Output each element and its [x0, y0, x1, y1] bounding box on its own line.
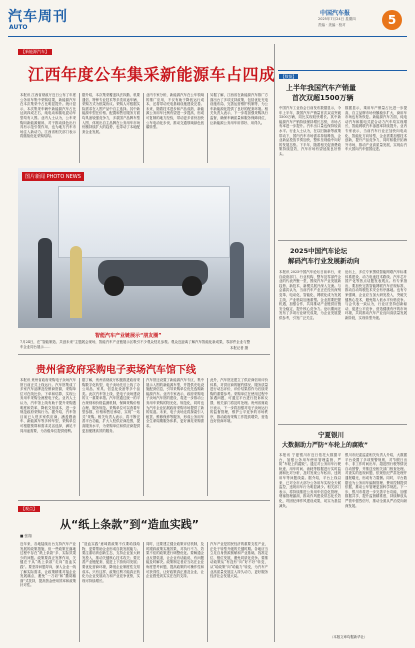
ningxia-title-line-1: 宁夏银川	[318, 431, 344, 439]
visitor-figure-3	[230, 242, 244, 318]
opinion-body-col-3: 同时，还要建立健全政策评估机制，及时跟踪政策实施效果，对执行不力、效果不佳的政策进行调整优化。要畅通企业反馈渠道，让企业有话能说、有问题能及时解决。政策制定者应当站在企业角度思考问题，提高政策的可操作性和可获得性，让好政策真正惠及企业，让企业感受到实实在在的支持。	[146, 542, 204, 579]
opinion-body-col-4: 汽车产业是国民经济的重要支柱产业，正处于转型升级的关键时期。各地应当立足自身资源禀赋和产业基础，找准定位、错位发展，避免同质化竞争。要推动政策从“有没有”向“好不好”转变，从“给政策”向“给能力”转变，为汽车产业高质量发展注入持久动力，更好服务经济社会发展大局。	[210, 542, 268, 579]
opinion-tag: 【观点】	[18, 506, 40, 512]
page-number-badge	[382, 10, 402, 30]
main-story-body-col-3: 业内专家分析，新能源汽车在公车领域的推广应用，不仅有助于降低运行成本，还将带动充电基础设施建设完善。未来，随着技术进步和产品成熟，新能源公务用车比例有望进一步提高，形成可复制的地方经验，带动更多省份加快公车电动化步伐，推动交通领域绿色低碳转型。	[146, 93, 204, 130]
sidebar-tag: 【数据】	[281, 74, 297, 79]
opinion-body-col-2: “造血实践”意味着政策不仅要给钱给物，更要帮助企业形成自我发展能力。要注重培育创新生态，支持企业加大研发投入，推动关键核心技术攻关；要完善产业链配套，促进上下游协同发展；要优化营商环境，降低企业制度性交易成本。只有这样，政策红利才能真正转化为企业发展动力和产业竞争优势，实现可持续增长。	[82, 542, 140, 583]
ningxia-top-rule	[278, 424, 407, 425]
forum-title-line-2: 解码汽车行业发展新动向	[288, 257, 360, 265]
forum-col-1: 本报讯 2025中国汽车论坛日前举行，来自政府部门、行业机构、整车及零部件企业的代表齐聚一堂，围绕汽车产业发展新趋势、新技术、新模式展开深入交流。与会嘉宾认为，当前汽车产业正在经历深刻变革，电动化、智能化、网联化成为发展主线，产业格局加速重塑。企业需要把握机遇，加强合作，共同推动产业链供应链安全稳定，提升核心竞争力。论坛期间还发布了多项行业研究成果，为企业发展提供参考，引发广泛关注。	[279, 270, 341, 320]
sidebar-top-rule	[278, 70, 407, 71]
ningxia-col-1: 本报讯 宁夏银川市近日依托大数据平台，加强公务用车使用管理监督，严防“车轮上的腐败”。通过对公务用车行驶轨迹、用车时间、油耗等数据进行实时监测和比对分析，及时发现公车私用、违规用车等问题线索。据介绍，平台上线以来，已对全市大部分公务用车实现全天候监控，违规用车行为明显减少。相关部门表示，将持续推进公务用车信息化管理，堵塞管理漏洞，推动作风建设常态化长效化，巩固纪律作风建设成果，切实为基层减负。	[279, 453, 341, 508]
opinion-col-divider-2	[143, 542, 144, 642]
forum-top-rule	[278, 240, 407, 241]
main-story-body-col-2: 据介绍，本次集采覆盖执法执勤、机要通信、特种专业技术等多类用途车辆，采购方式为框架协议。采购人可根据实际需求在入围产品中自主选择。其中新能源车型在价格、配置和售后服务方面均具备较强竞争力，多款国产品牌车型入围，体现出自主品牌在公务用车市场份额持续扩大的趋势，也带动了本地配套企业发展。	[82, 93, 140, 134]
sidebar-sales-col-2: 数据显示，乘用车产销量占比进一步提高，自主品牌市场份额稳步扩大，商用车市场也有所恢复。新能源汽车方面，纯电动汽车和插电式混合动力汽车均实现增长，智能网联汽车渗透率持续提升。业内专家表示，当前汽车行业正加快向电动化、智能化方向转型，企业需要加强技术创新，提升产品竞争力，同时积极开拓海外市场，推动产业高质量发展，实现由汽车大国向汽车强国迈进。	[345, 106, 407, 152]
guizhou-col-divider-2	[143, 378, 144, 496]
opinion-top-rule	[18, 500, 270, 501]
main-col-divider-2	[143, 93, 144, 163]
main-story-title: 江西年度公车集采新能源车占四成	[28, 65, 276, 84]
photo-news-watermark: 图片新闻 PHOTO NEWS	[22, 172, 84, 181]
photo-caption-title: 智能汽车产业链展示“朋友圈”	[95, 333, 162, 339]
main-col-divider-3	[207, 93, 208, 163]
sidebar-title-line-2: 首次双超1500万辆	[292, 94, 354, 102]
guizhou-top-rule	[18, 354, 270, 355]
main-story-body-col-1: 本报讯 江西省财政厅近日公布了年度公务用车集中采购结果，新能源汽车在本次集采中占比明显提升。统计显示，本次集采车辆中新能源汽车占比达到四成左右，纯电动和插电混动车型均有入围。业内人士认为，公车采购向新能源倾斜，对于推动绿色出行具有示范引领作用，也为地方汽车市场注入新动力。江西省相关部门表示将继续优化采购结构。	[20, 93, 76, 139]
guizhou-story-title: 贵州省政府采购电子卖场汽车馆下线	[36, 365, 196, 376]
section-subtitle: AUTO	[9, 24, 28, 31]
section-title: 汽车周刊	[8, 9, 68, 25]
ningxia-col-2: 银川市纪委监委相关负责人介绍，大数据平台设置了多项预警规则，对节假日出车、非工作时间出车、超范围行驶等情况自动预警，并推送至相关部门核查处理。对查实的违规问题，依规依纪严肃处理并通报曝光，形成有力震慑。同时，平台数据也为公务用车编制管理、费用控制提供依据，推动公车管理更加科学规范。下一步，银川市将进一步完善平台功能，加强数据共享，提升监督精准度，持续释放从严管车强烈信号，推动全面从严治党向纵深发展。	[345, 453, 407, 508]
photo-credit: 本报记者 摄	[230, 346, 249, 350]
opinion-col-divider-1	[79, 542, 80, 642]
main-col-divider-1	[79, 93, 80, 163]
opinion-col-divider-3	[207, 542, 208, 642]
guizhou-body-col-4: 此外，汽车馆还建立了供应商信用评价体系，对供应商的履约情况、服务质量进行动态评价，评价结果将作为后续采购的重要参考。采购单位在使用过程中如遇问题，可通过平台进行投诉和反馈，相关部门将及时处理。贵州省财政厅表示，下一步将加强对电子卖场运行的监督管理，维护公平竞争的市场秩序，推动政府采购工作提质增效，营造良好营商环境。	[210, 378, 268, 424]
opinion-body-col-1: 近年来，各地陆续出台支持汽车产业发展的政策措施，但一些政策在落地过程中存在“纸上条款”多、实际效果少的问题。政策要真正发挥作用，关键在于从“纸上条款”走向“造血实践”。要坚持问题导向，深入企业一线了解实际需求，让政策精准对接企业发展痛点，避免“一刀切”和“撒胡椒面”式扶持，提高资金使用效率和政策针对性。	[20, 542, 76, 588]
forum-col-2: 论坛上，多位专家围绕智能网联汽车标准体系建设、动力电池技术路线、汽车芯片国产化等热点话题发表观点。有专家指出，要加快完善智能网联汽车法规标准，推动自动驾驶技术安全有序落地。也有专家强调，企业应当加大研发投入，突破关键核心技术，避免陷入低水平价格竞争。与会代表一致认为，行业应坚持创新驱动，促进公平竞争，营造健康有序的市场环境，共同推动汽车产业迈向高质量发展新阶段，实现转型升级。	[345, 270, 407, 320]
editor-line: 责编 · 美编 · 校对	[318, 23, 346, 27]
sidebar-footer-note: （本版文章均据新华社）	[330, 635, 368, 639]
sidebar-title-line-1: 上半年我国汽车产销量	[286, 84, 356, 92]
news-photo	[18, 168, 270, 328]
opinion-title: 从“纸上条款”到“造血实践”	[60, 518, 199, 531]
masthead	[0, 0, 415, 40]
visitor-figure-2	[70, 246, 82, 318]
wheel-left	[104, 276, 124, 296]
opinion-byline: ■ 张翔	[20, 534, 32, 538]
masthead-rule	[8, 36, 407, 37]
date-line: 2025年7月24日 星期四	[318, 17, 356, 21]
guizhou-body-col-1: 本报讯 贵州省政府采购电子卖场汽车馆日前正式上线运行。汽车馆集成了多家汽车品牌及经销商资源，采购单位可在线比价、下单和结算，实现公务用车采购全流程电子化。业内人士认为，汽车馆上线有助于提升采购透明度和效率，降低交易成本，进一步规范政府采购行为。据介绍，汽车馆目前已入驻多家供应商，涵盖燃油车、新能源车等多种车型，采购单位可根据预算和需求灵活选择，满足不同用途需要，为各级单位提供便利。	[20, 378, 76, 433]
guizhou-col-divider-1	[79, 378, 80, 496]
guizhou-col-divider-3	[207, 378, 208, 496]
ningxia-title-line-2: 大数据助力严防“车轮上的腐败”	[282, 442, 368, 449]
wheel-right	[182, 276, 202, 296]
sidebar-divider	[274, 44, 275, 642]
display-panel	[58, 186, 230, 258]
paper-name: 中国汽车报	[320, 10, 351, 17]
forum-title-line-1: 2025中国汽车论坛	[290, 247, 348, 255]
visitor-figure-1	[38, 238, 52, 318]
main-story-tag: 【新能源汽车】	[18, 49, 52, 55]
page-number: 5	[387, 13, 397, 27]
guizhou-body-col-3: 汽车馆还设置了新能源汽车专区，集中展示入围的新能源车型，并提供充电设施配套信息，引导采购单位优先选购新能源汽车。业内专家表示，政府采购电子卖场汽车馆的建设，将进一步推动公务用车采购的阳光化、规范化，同时也为汽车企业拓展政府采购市场提供了新的渠道。未来，电子卖场还将探索引入租赁、维修保养等服务，形成公务用车全生命周期服务体系，更好满足采购需求。	[146, 378, 204, 428]
main-story-body-col-4: 另据了解，江西省在新能源汽车推广方面出台了多项支持政策，包括优化充电设施布局、完善运营维护机制等，为公车新能源化提供了良好的配套环境。相关负责人表示，下一步将加强采购执行监督，确保车辆质量和服务保障到位，让新能源公务用车用得好、用得久。	[210, 93, 268, 125]
sidebar-sales-col-1: 中国汽车工业协会日前发布数据显示，今年上半年，我国汽车产销量首次双双突破1500万辆，同比实现较快增长。其中新能源汽车产销持续保持增长态势，市场占有率进一步提升。汽车出口量也保持较高水平。行业人士认为，在以旧换新等政策带动下，国内汽车市场需求持续释放，企业新品投放节奏加快，整体呈现稳中向好的发展态势。下半年，随着相关促消费政策持续显效，汽车市场有望延续良好势头。	[279, 106, 341, 156]
guizhou-body-col-2: 据了解，贵州省财政厅积极推进政府采购数字化转型，电子卖场先后上线了办公用品、家具、信息化设备等多个品类。此次汽车馆上线，是电子卖场建设的又一重要举措。汽车馆通过统一的平台规则和价格监测机制，保障采购价格合理、服务规范。采购单位可以查看车型参数、价格和售后承诺，实现“一站式”采购。相关负责人表示，将不断完善平台功能，扩大入驻供应商范围，提高服务水平，为采购单位和供应商提供更加便捷高效的服务。	[82, 378, 140, 433]
photo-caption: 7月24日，在“智能制造、共创未来”主题展会现场，智能汽车产业链展示区吸引不少观众驻足参观。观众近距离了解汽车智能化新成果，零部件企业与整车企业同台展示……	[20, 340, 250, 349]
